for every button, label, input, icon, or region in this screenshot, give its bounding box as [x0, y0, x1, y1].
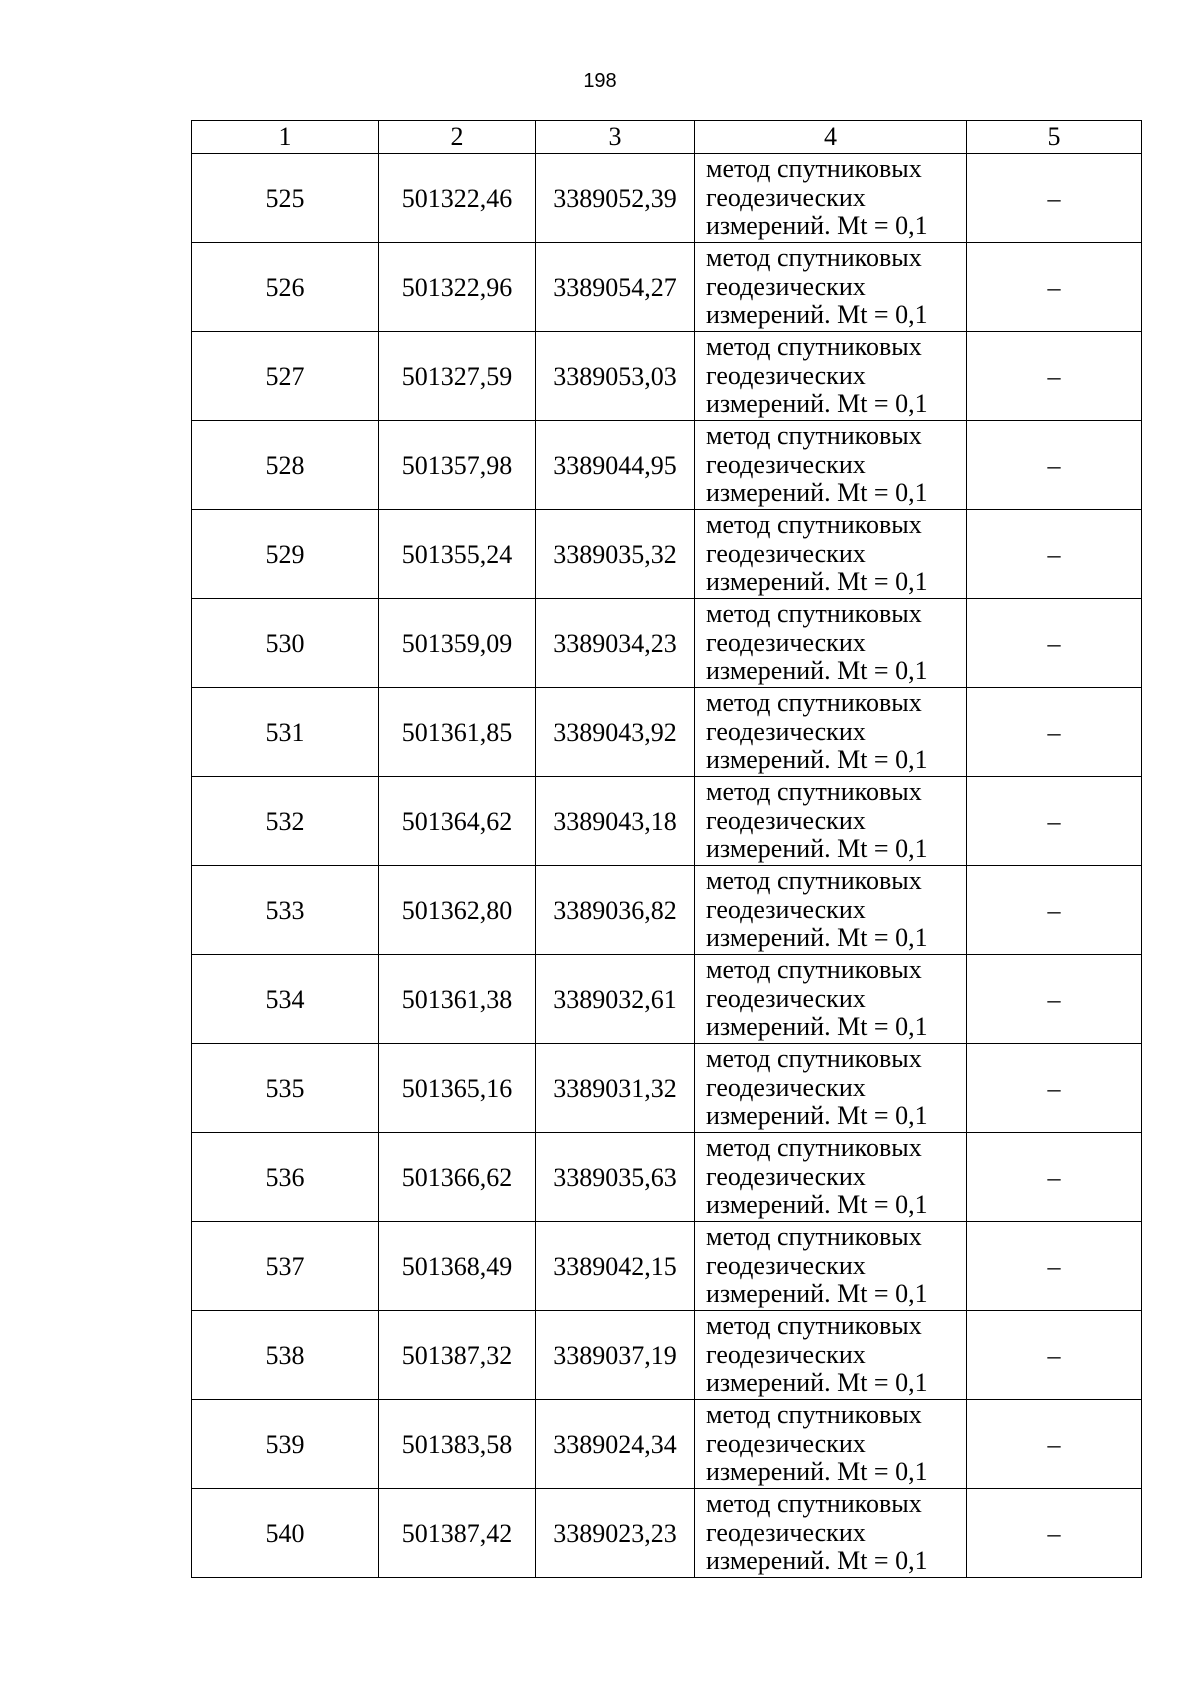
- point-number-cell: 540: [192, 1489, 379, 1578]
- x-coordinate-cell: 501362,80: [379, 866, 536, 955]
- point-number-cell: 525: [192, 154, 379, 243]
- column-header-2: 2: [379, 121, 536, 154]
- table-row: [192, 1311, 1142, 1400]
- method-line: метод спутниковых: [706, 332, 922, 362]
- method-line: метод спутниковых: [706, 510, 922, 540]
- method-line: геодезических: [706, 1428, 866, 1458]
- method-line: измерений. Mt = 0,1: [706, 389, 928, 419]
- y-coordinate-cell: 3389032,61: [536, 955, 695, 1044]
- table-row: [192, 1222, 1142, 1311]
- table-row: [192, 510, 1142, 599]
- table-row: [192, 154, 1142, 243]
- point-number-cell: 531: [192, 688, 379, 777]
- y-coordinate-cell: 3389023,23: [536, 1489, 695, 1578]
- method-line: геодезических: [706, 627, 866, 657]
- y-coordinate-cell: 3389036,82: [536, 866, 695, 955]
- note-cell: –: [967, 1489, 1142, 1578]
- y-coordinate-cell: 3389054,27: [536, 243, 695, 332]
- page-number: 198: [583, 70, 617, 92]
- method-line: метод спутниковых: [706, 688, 922, 718]
- column-header-5: 5: [967, 121, 1142, 154]
- table-row: [192, 1400, 1142, 1489]
- point-number-cell: 539: [192, 1400, 379, 1489]
- method-line: измерений. Mt = 0,1: [706, 656, 928, 686]
- method-cell: [695, 1222, 967, 1311]
- note-cell: –: [967, 955, 1142, 1044]
- column-header-1: 1: [192, 121, 379, 154]
- point-number-cell: 526: [192, 243, 379, 332]
- point-number-cell: 528: [192, 421, 379, 510]
- method-cell: [695, 421, 967, 510]
- x-coordinate-cell: 501359,09: [379, 599, 536, 688]
- y-coordinate-cell: 3389035,32: [536, 510, 695, 599]
- point-number-cell: 530: [192, 599, 379, 688]
- method-line: метод спутниковых: [706, 421, 922, 451]
- note-cell: –: [967, 510, 1142, 599]
- method-line: геодезических: [706, 805, 866, 835]
- point-number-cell: 529: [192, 510, 379, 599]
- note-cell: –: [967, 866, 1142, 955]
- note-cell: –: [967, 688, 1142, 777]
- x-coordinate-cell: 501387,42: [379, 1489, 536, 1578]
- method-line: метод спутниковых: [706, 1311, 922, 1341]
- method-line: метод спутниковых: [706, 1400, 922, 1430]
- method-cell: [695, 510, 967, 599]
- method-line: геодезических: [706, 449, 866, 479]
- table-row: [192, 243, 1142, 332]
- method-line: измерений. Mt = 0,1: [706, 1101, 928, 1131]
- table-row: [192, 955, 1142, 1044]
- coordinates-table: [191, 120, 1142, 1578]
- y-coordinate-cell: 3389043,18: [536, 777, 695, 866]
- y-coordinate-cell: 3389053,03: [536, 332, 695, 421]
- y-coordinate-cell: 3389035,63: [536, 1133, 695, 1222]
- x-coordinate-cell: 501365,16: [379, 1044, 536, 1133]
- method-line: измерений. Mt = 0,1: [706, 923, 928, 953]
- method-line: геодезических: [706, 1339, 866, 1369]
- note-cell: –: [967, 332, 1142, 421]
- table-header: [192, 121, 1142, 154]
- method-cell: [695, 1400, 967, 1489]
- point-number-cell: 533: [192, 866, 379, 955]
- method-line: измерений. Mt = 0,1: [706, 211, 928, 241]
- method-cell: [695, 1044, 967, 1133]
- method-cell: [695, 1311, 967, 1400]
- method-line: геодезических: [706, 716, 866, 746]
- table-body: [192, 154, 1142, 1578]
- column-header-3: 3: [536, 121, 695, 154]
- method-cell: [695, 688, 967, 777]
- note-cell: –: [967, 1311, 1142, 1400]
- note-cell: –: [967, 421, 1142, 510]
- method-line: измерений. Mt = 0,1: [706, 1457, 928, 1487]
- header-row: [192, 121, 1142, 154]
- method-line: измерений. Mt = 0,1: [706, 1190, 928, 1220]
- method-line: измерений. Mt = 0,1: [706, 1368, 928, 1398]
- point-number-cell: 534: [192, 955, 379, 1044]
- method-cell: [695, 1489, 967, 1578]
- note-cell: –: [967, 599, 1142, 688]
- x-coordinate-cell: 501368,49: [379, 1222, 536, 1311]
- x-coordinate-cell: 501355,24: [379, 510, 536, 599]
- point-number-cell: 527: [192, 332, 379, 421]
- method-line: метод спутниковых: [706, 777, 922, 807]
- method-line: метод спутниковых: [706, 955, 922, 985]
- note-cell: –: [967, 154, 1142, 243]
- method-line: метод спутниковых: [706, 1044, 922, 1074]
- method-cell: [695, 777, 967, 866]
- y-coordinate-cell: 3389043,92: [536, 688, 695, 777]
- method-line: измерений. Mt = 0,1: [706, 1279, 928, 1309]
- table-row: [192, 421, 1142, 510]
- table-row: [192, 332, 1142, 421]
- y-coordinate-cell: 3389044,95: [536, 421, 695, 510]
- x-coordinate-cell: 501364,62: [379, 777, 536, 866]
- method-cell: [695, 243, 967, 332]
- method-line: метод спутниковых: [706, 599, 922, 629]
- table-row: [192, 777, 1142, 866]
- x-coordinate-cell: 501387,32: [379, 1311, 536, 1400]
- method-line: геодезических: [706, 983, 866, 1013]
- x-coordinate-cell: 501361,38: [379, 955, 536, 1044]
- point-number-cell: 538: [192, 1311, 379, 1400]
- method-line: геодезических: [706, 1161, 866, 1191]
- point-number-cell: 532: [192, 777, 379, 866]
- note-cell: –: [967, 1222, 1142, 1311]
- method-line: измерений. Mt = 0,1: [706, 478, 928, 508]
- table-row: [192, 1133, 1142, 1222]
- x-coordinate-cell: 501357,98: [379, 421, 536, 510]
- y-coordinate-cell: 3389052,39: [536, 154, 695, 243]
- note-cell: –: [967, 243, 1142, 332]
- method-line: метод спутниковых: [706, 243, 922, 273]
- method-line: геодезических: [706, 182, 866, 212]
- x-coordinate-cell: 501361,85: [379, 688, 536, 777]
- y-coordinate-cell: 3389042,15: [536, 1222, 695, 1311]
- method-line: геодезических: [706, 1072, 866, 1102]
- point-number-cell: 536: [192, 1133, 379, 1222]
- method-line: метод спутниковых: [706, 154, 922, 184]
- table-row: [192, 688, 1142, 777]
- method-line: измерений. Mt = 0,1: [706, 567, 928, 597]
- method-cell: [695, 154, 967, 243]
- method-line: измерений. Mt = 0,1: [706, 1012, 928, 1042]
- note-cell: –: [967, 1044, 1142, 1133]
- x-coordinate-cell: 501366,62: [379, 1133, 536, 1222]
- method-line: геодезических: [706, 538, 866, 568]
- method-line: геодезических: [706, 360, 866, 390]
- point-number-cell: 535: [192, 1044, 379, 1133]
- method-cell: [695, 866, 967, 955]
- table-row: [192, 866, 1142, 955]
- method-line: метод спутниковых: [706, 1133, 922, 1163]
- table-row: [192, 1044, 1142, 1133]
- method-cell: [695, 955, 967, 1044]
- method-line: измерений. Mt = 0,1: [706, 300, 928, 330]
- y-coordinate-cell: 3389037,19: [536, 1311, 695, 1400]
- method-line: геодезических: [706, 894, 866, 924]
- y-coordinate-cell: 3389031,32: [536, 1044, 695, 1133]
- method-cell: [695, 1133, 967, 1222]
- y-coordinate-cell: 3389024,34: [536, 1400, 695, 1489]
- note-cell: –: [967, 777, 1142, 866]
- x-coordinate-cell: 501322,96: [379, 243, 536, 332]
- method-line: геодезических: [706, 1250, 866, 1280]
- method-cell: [695, 332, 967, 421]
- method-line: метод спутниковых: [706, 1222, 922, 1252]
- column-header-4: 4: [695, 121, 967, 154]
- method-line: метод спутниковых: [706, 1489, 922, 1519]
- x-coordinate-cell: 501383,58: [379, 1400, 536, 1489]
- method-line: метод спутниковых: [706, 866, 922, 896]
- note-cell: –: [967, 1133, 1142, 1222]
- method-line: геодезических: [706, 271, 866, 301]
- method-line: измерений. Mt = 0,1: [706, 834, 928, 864]
- y-coordinate-cell: 3389034,23: [536, 599, 695, 688]
- table-row: [192, 1489, 1142, 1578]
- method-line: геодезических: [706, 1517, 866, 1547]
- method-cell: [695, 599, 967, 688]
- x-coordinate-cell: 501322,46: [379, 154, 536, 243]
- method-line: измерений. Mt = 0,1: [706, 745, 928, 775]
- method-line: измерений. Mt = 0,1: [706, 1546, 928, 1576]
- note-cell: –: [967, 1400, 1142, 1489]
- x-coordinate-cell: 501327,59: [379, 332, 536, 421]
- table-row: [192, 599, 1142, 688]
- point-number-cell: 537: [192, 1222, 379, 1311]
